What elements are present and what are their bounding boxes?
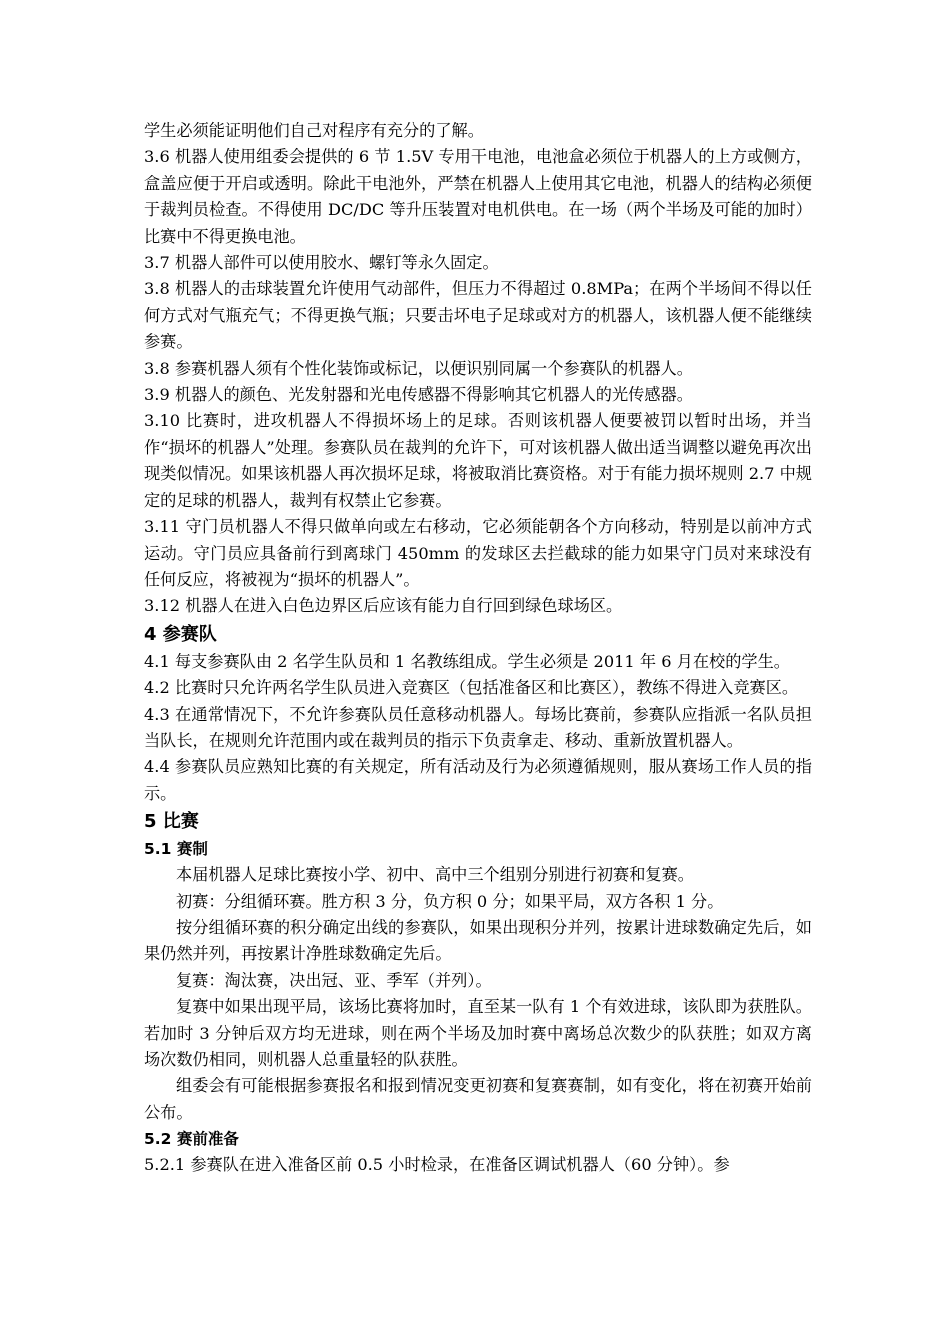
rule-3-8-decoration: 3.8 参赛机器人须有个性化装饰或标记，以便识别同属一个参赛队的机器人。 (144, 358, 693, 378)
rule-3-6: 3.6 机器人使用组委会提供的 6 节 1.5V 专用干电池，电池盒必须位于机器人的上方或侧方，盒盖应便于开启或透明。除此干电池外，严禁在机器人上使用其它电池，机器人的结构必须便于裁判员检查。不得使用 DC/DC 等升压装置对电机供电。在一场（两个半场及可能的加时）比赛中不得更换电池。 (144, 147, 812, 246)
rule-4-1: 4.1 每支参赛队由 2 名学生队员和 1 名教练组成。学生必须是 2011 年 6 月在校的学生。 (144, 651, 790, 671)
rule-4-2: 4.2 比赛时只允许两名学生队员进入竞赛区（包括准备区和比赛区），教练不得进入竞赛区。 (144, 678, 799, 698)
rule-3-10: 3.10 比赛时，进攻机器人不得损坏场上的足球。否则该机器人便要被罚以暂时出场，并当作“损坏的机器人”处理。参赛队员在裁判的允许下，可对该机器人做出适当调整以避免再次出现类似情况。如果该机器人再次损坏足球，将被取消比赛资格。对于有能力损坏规则 2.7 中规定的足球的机器人，裁判有权禁止它参赛。 (144, 411, 812, 510)
rule-4-4: 4.4 参赛队员应熟知比赛的有关规定，所有活动及行为必须遵循规则，服从赛场工作人员的指示。 (144, 757, 812, 803)
format-paragraph-6: 组委会有可能根据参赛报名和报到情况变更初赛和复赛赛制，如有变化，将在初赛开始前公布。 (144, 1076, 812, 1122)
paragraph-continuation: 学生必须能证明他们自己对程序有充分的了解。 (144, 121, 484, 140)
subsection-heading-5-2: 5.2 赛前准备 (144, 1130, 239, 1149)
rule-3-8-pneumatic: 3.8 机器人的击球装置允许使用气动部件，但压力不得超过 0.8MPa；在两个半场间不得以任何方式对气瓶充气；不得更换气瓶；只要击坏电子足球或对方的机器人，该机器人便不能继续参赛。 (144, 279, 812, 352)
rule-5-2-1: 5.2.1 参赛队在进入准备区前 0.5 小时检录，在准备区调试机器人（60 分钟）。参 (144, 1155, 730, 1175)
section-heading-4: 4 参赛队 (144, 623, 217, 645)
format-paragraph-3: 按分组循环赛的积分确定出线的参赛队，如果出现积分并列，按累计进球数确定先后，如果仍然并列，再按累计净胜球数确定先后。 (144, 917, 812, 964)
section-heading-5: 5 比赛 (144, 811, 199, 833)
subsection-heading-5-1: 5.1 赛制 (144, 840, 208, 859)
format-paragraph-4: 复赛：淘汰赛，决出冠、亚、季军（并列）。 (176, 970, 492, 990)
format-paragraph-1: 本届机器人足球比赛按小学、初中、高中三个组别分别进行初赛和复赛。 (176, 865, 694, 885)
document-body (144, 118, 812, 1179)
rule-4-3: 4.3 在通常情况下，不允许参赛队员任意移动机器人。每场比赛前，参赛队应指派一名队员担当队长，在规则允许范围内或在裁判员的指示下负责拿走、移动、重新放置机器人。 (144, 704, 812, 750)
format-paragraph-2: 初赛：分组循环赛。胜方积 3 分，负方积 0 分；如果平局，双方各积 1 分。 (176, 891, 724, 911)
rule-3-11: 3.11 守门员机器人不得只做单向或左右移动，它必须能朝各个方向移动，特别是以前冲方式运动。守门员应具备前行到离球门 450mm 的发球区去拦截球的能力如果守门员对来球没有任何反应，将被视为“损坏的机器人”。 (144, 517, 812, 589)
rule-3-12: 3.12 机器人在进入白色边界区后应该有能力自行回到绿色球场区。 (144, 596, 623, 616)
rule-3-7: 3.7 机器人部件可以使用胶水、螺钉等永久固定。 (144, 253, 499, 273)
rule-3-9: 3.9 机器人的颜色、光发射器和光电传感器不得影响其它机器人的光传感器。 (144, 385, 693, 405)
format-paragraph-5: 复赛中如果出现平局，该场比赛将加时，直至某一队有 1 个有效进球，该队即为获胜队。若加时 3 分钟后双方均无进球，则在两个半场及加时赛中离场总次数少的队获胜；如双方离场次数仍相同，则机器人总重量轻的队获胜。 (144, 997, 812, 1069)
